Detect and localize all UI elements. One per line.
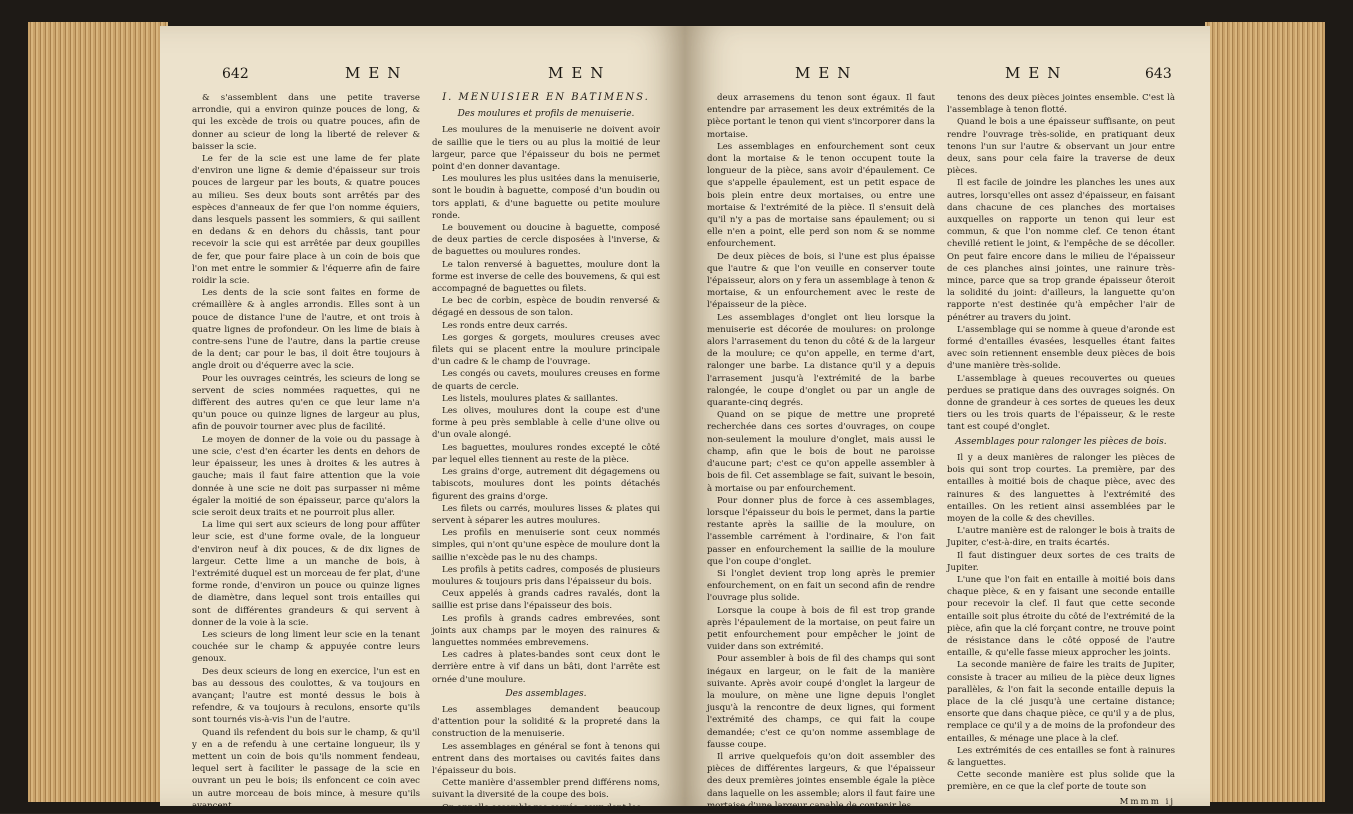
section-title: I. MENUISIER EN BATIMENS.	[442, 92, 650, 103]
text-column-4	[947, 92, 1175, 807]
paragraph: Lorsque la coupe à bois de fil est trop grande après l'épaulement de la mortaise, on peut faire un petit enfourchement pour empêcher le joint de vuider dans son extrémité.	[707, 605, 935, 653]
text-column-2	[432, 92, 660, 813]
paragraph: Pour les ouvrages ceintrés, les scieurs de long se servent de scies nommées raquettes, qui ne diffèrent des autres qu'en ce que leur lame n'a qu'un pouce ou quinze lignes de largeur au plus, afin de pouvoir tourner avec plus de facilité.	[192, 373, 420, 433]
paragraph: Les moulures de la menuiserie ne doivent avoir de saillie que le tiers ou au plus la moitié de leur largeur, parce que l'épaisseur du bois ne permet point d'en donner davantage.	[432, 125, 660, 173]
paragraph: L'assemblage à queues recouvertes ou queues perdues se pratique dans des ouvrages soignés. On donne de grandeur à ces sortes de queues les deux tiers ou les trois quarts de l'épaisseur, & le reste tant est coupé d'onglet.	[947, 373, 1175, 433]
paragraph: Pour assembler à bois de fil des champs qui sont inégaux en largeur, on le fait de la manière suivante. Après avoir coupé d'onglet la largeur de la moulure, on mène une ligne depuis l'onglet jusqu'à la rencontre de deux lignes, qui forment l'extrémité des champs, ce qui fait la coupe demandée; c'est ce qu'on nomme assemblage de fausse coupe.	[707, 654, 935, 750]
running-head: MEN	[548, 64, 612, 82]
paragraph: Le talon renversé à baguettes, moulure dont la forme est inverse de celle des bouvemens, & qui est accompagné de baguettes ou filets.	[432, 259, 660, 295]
paragraph: Quand le bois a une épaisseur suffisante, on peut rendre l'ouvrage très-solide, en pratiquant deux tenons l'un sur l'autre & observant un jour entre deux, sans pour cela faire la traverse de deux pièces.	[947, 117, 1175, 177]
paragraph: Les profils en menuiserie sont ceux nommés simples, qui n'ont qu'une espèce de moulure dont la saillie n'excède pas le nu des champs.	[432, 528, 660, 563]
paragraph: Les grains d'orge, autrement dit dégagemens ou tabiscots, moulures dont les points détachés figurent des grains d'orge.	[432, 467, 660, 502]
paragraph: Le fer de la scie est une lame de fer plate d'environ une ligne & demie d'épaisseur sur trois pouces de largeur par les bouts, & quatre pouces au milieu. Ses deux bouts sont arrêtés par des espèces d'anneaux de fer que l'on nomme équiers, dans lesquels passent les sommiers, & qui saillent en dedans & en dehors du châssis, tant pour recevoir la scie qui est arrêtée par deux goupilles de fer, que pour faire place à un coin de bois que l'on met entre le sommier & l'équerre afin de faire roidir la scie.	[192, 154, 420, 287]
paragraph: Les profils à grands cadres embrevées, sont joints aux champs par le moyen des rainures & languettes nommées embrevemens.	[432, 613, 660, 648]
paragraph: Quand on se pique de mettre une propreté recherchée dans ces sortes d'ouvrages, on coupe non-seulement la moulure d'onglet, mais aussi le champ, afin que le bois de bout ne paroisse d'aucune part; c'est ce qu'on appelle assembler à bois de fil. Cet assemblage se fait, suivant le besoin, à mortaise ou par enfourchement.	[707, 410, 935, 494]
page-edges-left	[28, 22, 168, 802]
paragraph: L'assemblage qui se nomme à queue d'aronde est formé d'entailles évasées, lesquelles étant faites avec soin retiennent ensemble deux pièces de bois d'une manière très-solide.	[947, 324, 1175, 372]
paragraph: Ceux appelés à grands cadres ravalés, dont la saillie est prise dans l'épaisseur des bois.	[432, 589, 660, 612]
paragraph: & s'assemblent dans une petite traverse arrondie, qui a environ quinze pouces de long, & qui les excède de trois ou quatre pouces, afin de donner au scieur de long la liberté de relever & baisser la scie.	[192, 93, 420, 152]
paragraph: tenons des deux pièces jointes ensemble. C'est là l'assemblage à tenon flotté.	[947, 93, 1175, 116]
page-number-right: 643	[1145, 66, 1172, 82]
right-page	[685, 26, 1210, 811]
paragraph: Les congés ou cavets, moulures creuses en forme de quarts de cercle.	[432, 369, 660, 392]
signature-mark: Mmmm ij	[1119, 796, 1175, 807]
page-number-left: 642	[222, 66, 249, 82]
paragraph: Il faut distinguer deux sortes de ces traits de Jupiter.	[947, 550, 1175, 573]
paragraph: Les listels, moulures plates & saillantes.	[442, 393, 619, 404]
subsection-title: Assemblages pour ralonger les pièces de bois.	[955, 436, 1167, 447]
paragraph: Les ronds entre deux carrés.	[442, 320, 568, 331]
running-head: MEN	[795, 64, 859, 82]
text-column-1	[192, 92, 420, 811]
paragraph: De deux pièces de bois, si l'une est plus épaisse que l'autre & que l'on veuille en conserver toute l'épaisseur, alors on y fera un assemblage à tenon & mortaise, & un enfourchement avec le reste de l'épaisseur de la pièce.	[707, 251, 935, 311]
paragraph: Il est facile de joindre les planches les unes aux autres, lorsqu'elles ont assez d'épaisseur, en faisant dans chacune de ces planches des mortaises auxquelles on rapporte un tenon qui leur est commun, & que l'on nomme clef. Ce tenon étant chevillé retient le joint, & l'empêche de se décoller. On peut faire encore dans le milieu de l'épaisseur de ces planches ainsi jointes, une rainure très-mince, parce que sa trop grande épaisseur ôteroit la solidité du joint: d'ailleurs, la languette qu'on rapporte n'est destinée qu'à empêcher l'air de pénétrer au travers du joint.	[947, 178, 1175, 323]
paragraph: La lime qui sert aux scieurs de long pour affûter leur scie, est d'une forme ovale, de la longueur d'environ neuf à dix pouces, & de dix lignes de largeur. Cette lime a un manche de bois, à l'extrémité duquel est un morceau de fer plat, d'une forme ronde, d'environ un pouce ou quinze lignes de diamètre, dans lequel sont trois entailles qui sont de différentes grandeurs & qui servent à donner de la voie à la scie.	[192, 520, 420, 628]
paragraph: Quand ils refendent du bois sur le champ, & qu'il y en a de refendu à une certaine longueur, ils y mettent un coin de bois qu'ils nomment fendeau, lequel sert à faciliter le passage de la scie en ouvrant un peu le bois; ils enfoncent ce coin avec un autre morceau de bois mince, à mesure qu'ils avancent.	[192, 727, 420, 811]
paragraph: Le moyen de donner de la voie ou du passage à une scie, c'est d'en écarter les dents en dehors de leur épaisseur, les unes à droites & les autres à gauche; mais il faut faire attention que la voie donnée à une scie ne doit pas surpasser ni même égaler la moitié de son épaisseur, parce qu'alors la scie seroit deux traits et ne pourroit plus aller.	[192, 434, 420, 518]
text-column-3	[707, 92, 935, 811]
running-head: MEN	[345, 64, 409, 82]
paragraph: Si l'onglet devient trop long après le premier enfourchement, on en fait un second afin de rendre l'ouvrage plus solide.	[707, 568, 935, 604]
paragraph: Les extrémités de ces entailles se font à rainures & languettes.	[947, 745, 1175, 768]
paragraph: Les assemblages d'onglet ont lieu lorsque la menuiserie est décorée de moulures: on prolonge alors l'arrasement du tenon du côté & de la largeur de la moulure; ce qu'on appelle, en terme d'art, ralonger une barbe. La distance qu'il y a depuis l'arrasement jusqu'à l'extrémité de la barbe ralongée, le coupe d'onglet ou par un angle de quarante-cinq degrés.	[707, 312, 935, 409]
paragraph: L'une que l'on fait en entaille à moitié bois dans chaque pièce, & en y faisant une seconde entaille pour recevoir la clef. Il faut que cette seconde entaille soit plus étroite du côté de l'extrémité de la pièce, afin que la clé forçant contre, ne trouve point de résistance dans le côté opposé de l'autre entaille, & qu'elle fasse mieux approcher les joints.	[947, 574, 1175, 659]
paragraph: Les moulures les plus usitées dans la menuiserie, sont le boudin à baguette, composé d'un boudin ou tors applati, & d'une baguette ou petite moulure ronde.	[432, 174, 660, 221]
paragraph: Les assemblages demandent beaucoup d'attention pour la solidité & la propreté dans la construction de la menuiserie.	[432, 704, 660, 740]
paragraph: Les assemblages en enfourchement sont ceux dont la mortaise & le tenon occupent toute la longueur de la pièce, sans avoir d'épaulement. Ce que s'appelle épaulement, est un petit espace de bois plein entre deux mortaises, ou entre une mortaise & l'extrémité de la pièce. Il s'ensuit delà qu'il n'y a pas de mortaise sans épaulement; ou si elle n'en a point, elle perd son nom & se nomme enfourchement.	[707, 141, 935, 250]
paragraph: Les cadres à plates-bandes sont ceux dont le derrière entre à vif dans un bâti, dont l'arrête est ornée d'une moulure.	[432, 650, 660, 685]
subsection-title: Des assemblages.	[505, 688, 587, 699]
paragraph: Les baguettes, moulures rondes excepté le côté par lequel elles tiennent au reste de la pièce.	[432, 442, 660, 465]
paragraph: Les profils à petits cadres, composés de plusieurs moulures & toujours pris dans l'épaisseur du bois.	[432, 564, 660, 587]
paragraph: Il arrive quelquefois qu'on doit assembler des pièces de différentes largeurs, & que l'épaisseur des deux premières jointes ensemble égale la pièce dans laquelle on les assemble; alors il faut faire une mortaise d'une largeur capable de contenir les	[707, 751, 935, 811]
paragraph: Des deux scieurs de long en exercice, l'un est en bas au dessous des coulottes, & va toujours en avançant; l'autre est monté dessus le bois à refendre, & va toujours à reculons, ensorte qu'ils sont tournés vis-à-vis l'un de l'autre.	[192, 666, 420, 726]
paragraph: Cette seconde manière est plus solide que la première, en ce que la clef porte de toute son	[947, 770, 1175, 793]
subsection-title: Des moulures et profils de menuiserie.	[457, 109, 635, 120]
paragraph: Les filets ou carrés, moulures lisses & plates qui servent à séparer les autres moulures.	[432, 503, 660, 526]
paragraph: Les dents de la scie sont faites en forme de crémaillère & à angles arrondis. Elles sont à un pouce de distance l'une de l'autre, et ont trois à quatre lignes de profondeur. On les lime de biais à contre-sens l'une de l'autre, dans la partie creuse de la dent; car pour le bas, il doit être toujours à angle droit ou d'équerre avec la scie.	[192, 288, 420, 372]
paragraph: Le bec de corbin, espèce de boudin renversé & dégagé en dessous de son talon.	[432, 296, 660, 319]
paragraph: On appelle assemblages carrés, ceux dont les	[442, 802, 641, 813]
paragraph: Il y a deux manières de ralonger les pièces de bois qui sont trop courtes. La première, par des entailles à moitié bois de chaque pièce, avec des rainures & des languettes à l'extrémité des entailles. On les retient ainsi assemblées par le moyen de la colle & des chevilles.	[947, 452, 1175, 524]
paragraph: Cette manière d'assembler prend différens noms, suivant la diversité de la coupe des bois.	[432, 778, 660, 801]
running-head: MEN	[1005, 64, 1069, 82]
left-page	[160, 26, 685, 813]
paragraph: Le bouvement ou doucine à baguette, composé de deux parties de cercle disposées à l'inverse, & de baguettes ou moulures rondes.	[432, 223, 660, 258]
paragraph: L'autre manière est de ralonger le bois à traits de Jupiter, c'est-à-dire, en traits écartés.	[947, 526, 1175, 549]
paragraph: La seconde manière de faire les traits de Jupiter, consiste à tracer au milieu de la pièce deux lignes parallèles, & l'on fait la seconde entaille depuis la place de la clé jusqu'à une certaine distance; ensorte que dans chaque pièce, ce qu'il y a de plus, remplace ce qu'il y a de moins de la profondeur des entailles, & ménage une place à la clef.	[947, 660, 1175, 744]
paragraph: Pour donner plus de force à ces assemblages, lorsque l'épaisseur du bois le permet, dans la partie restante après la saillie de la moulure, on l'assemble carrément à l'ordinaire, & l'on fait passer en enfourchement la saillie de la moulure que l'on coupe d'onglet.	[707, 495, 935, 567]
paragraph: Les gorges & gorgets, moulures creuses avec filets qui se placent entre la moulure principale d'un cadre & le champ de l'ouvrage.	[432, 332, 660, 368]
page-edges-right	[1205, 22, 1325, 802]
paragraph: deux arrasemens du tenon sont égaux. Il faut entendre par arrasement les deux extrémités de la pièce portant le tenon qui vient s'incorporer dans la mortaise.	[707, 93, 935, 140]
paragraph: Les olives, moulures dont la coupe est d'une forme à peu près semblable à celle d'une olive ou d'un ovale alongé.	[432, 406, 660, 441]
paragraph: Les assemblages en général se font à tenons qui entrent dans des mortaises ou cavités faites dans l'épaisseur du bois.	[432, 741, 660, 776]
paragraph: Les scieurs de long liment leur scie en la tenant couchée sur le champ & appuyée contre leurs genoux.	[192, 629, 420, 665]
